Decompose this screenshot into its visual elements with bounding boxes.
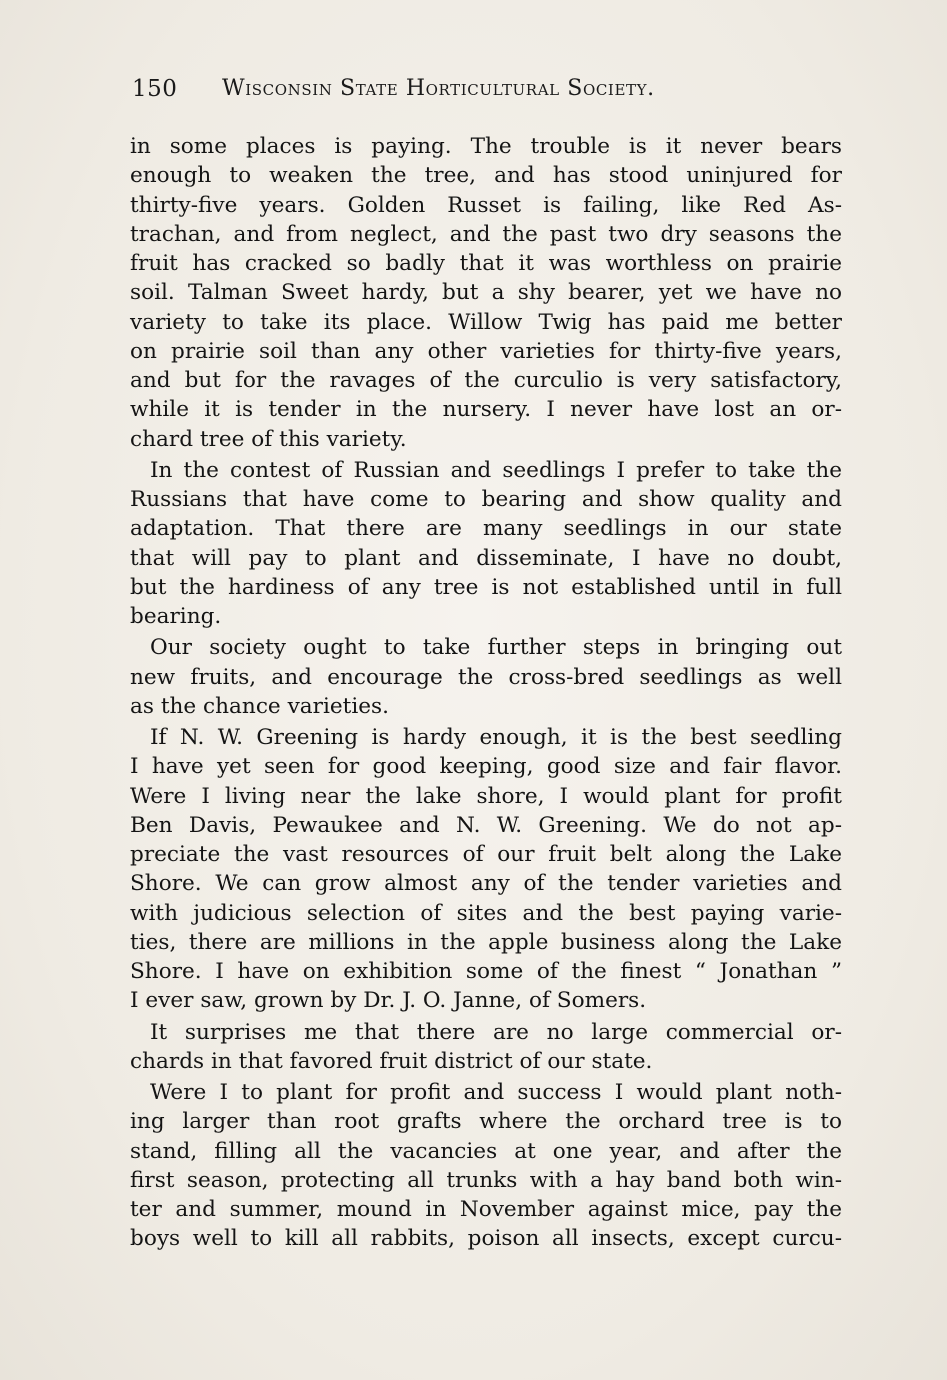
text-line: but the hardiness of any tree is not established until in full <box>130 574 842 600</box>
page-header <box>132 76 792 110</box>
text-line: I ever saw, grown by Dr. J. O. Janne, of Somers. <box>130 988 647 1014</box>
text-line: adaptation. That there are many seedlings in our state <box>130 516 842 542</box>
text-line: ter and summer, mound in November against mice, pay the <box>130 1197 842 1222</box>
text-line: thirty-five years. Golden Russet is failing, like Red As- <box>130 192 842 218</box>
text-line: fruit has cracked so badly that it was worthless on prairie <box>130 251 842 276</box>
running-title: Wisconsin State Horticultural Society. <box>222 76 655 101</box>
body-text <box>130 132 842 1254</box>
text-line: while it is tender in the nursery. I never have lost an or- <box>130 397 842 423</box>
text-line: as the chance varieties. <box>130 693 389 719</box>
text-line: Were I living near the lake shore, I would plant for profit <box>130 783 842 809</box>
paragraph-4 <box>130 723 842 1016</box>
text-line: stand, filling all the vacancies at one year, and after the <box>130 1138 842 1164</box>
text-line: first season, protecting all trunks with a hay band both win- <box>130 1167 842 1193</box>
text-line: Shore. We can grow almost any of the tender varieties and <box>130 871 842 897</box>
text-line: chards in that favored fruit district of our state. <box>130 1048 653 1074</box>
page-number: 150 <box>132 76 178 102</box>
paragraph-5 <box>130 1018 842 1077</box>
text-line: preciate the vast resources of our fruit belt along the Lake <box>130 842 842 867</box>
text-line: If N. W. Greening is hardy enough, it is the best seedling <box>150 725 842 750</box>
text-line: Shore. I have on exhibition some of the finest “ Jonathan ” <box>130 959 842 984</box>
text-line: ing larger than root grafts where the orchard tree is to <box>130 1109 842 1135</box>
text-line: soil. Talman Sweet hardy, but a shy bearer, yet we have no <box>130 280 842 306</box>
text-line: with judicious selection of sites and the best paying varie- <box>130 900 842 926</box>
text-line: that will pay to plant and disseminate, I have no doubt, <box>130 545 842 571</box>
text-line: bearing. <box>130 604 222 629</box>
text-line: variety to take its place. Willow Twig has paid me better <box>130 309 842 335</box>
paragraph-1 <box>130 132 842 454</box>
text-line: on prairie soil than any other varieties for thirty-five years, <box>130 338 842 364</box>
text-line: Russians that have come to bearing and show quality and <box>130 487 842 512</box>
text-line: ties, there are millions in the apple business along the Lake <box>130 929 842 955</box>
text-line: In the contest of Russian and seedlings I prefer to take the <box>150 457 842 483</box>
text-line: Our society ought to take further steps in bringing out <box>150 635 842 661</box>
paragraph-3 <box>130 633 842 721</box>
text-line: and but for the ravages of the curculio is very satisfactory, <box>130 368 842 393</box>
paragraph-6 <box>130 1078 842 1254</box>
text-line: enough to weaken the tree, and has stood uninjured for <box>130 163 842 189</box>
text-line: It surprises me that there are no large commercial or- <box>150 1019 842 1045</box>
text-line: chard tree of this variety. <box>130 426 407 452</box>
text-line: boys well to kill all rabbits, poison all insects, except curcu- <box>130 1226 842 1252</box>
text-line: I have yet seen for good keeping, good size and fair flavor. <box>130 754 842 780</box>
text-line: trachan, and from neglect, and the past two dry seasons the <box>130 221 842 247</box>
text-line: Ben Davis, Pewaukee and N. W. Greening. We do not ap- <box>130 812 842 838</box>
paragraph-2 <box>130 456 842 632</box>
text-line: Were I to plant for profit and success I would plant noth- <box>150 1080 842 1105</box>
text-line: in some places is paying. The trouble is it never bears <box>130 134 842 159</box>
text-line: new fruits, and encourage the cross-bred seedlings as well <box>130 664 842 690</box>
